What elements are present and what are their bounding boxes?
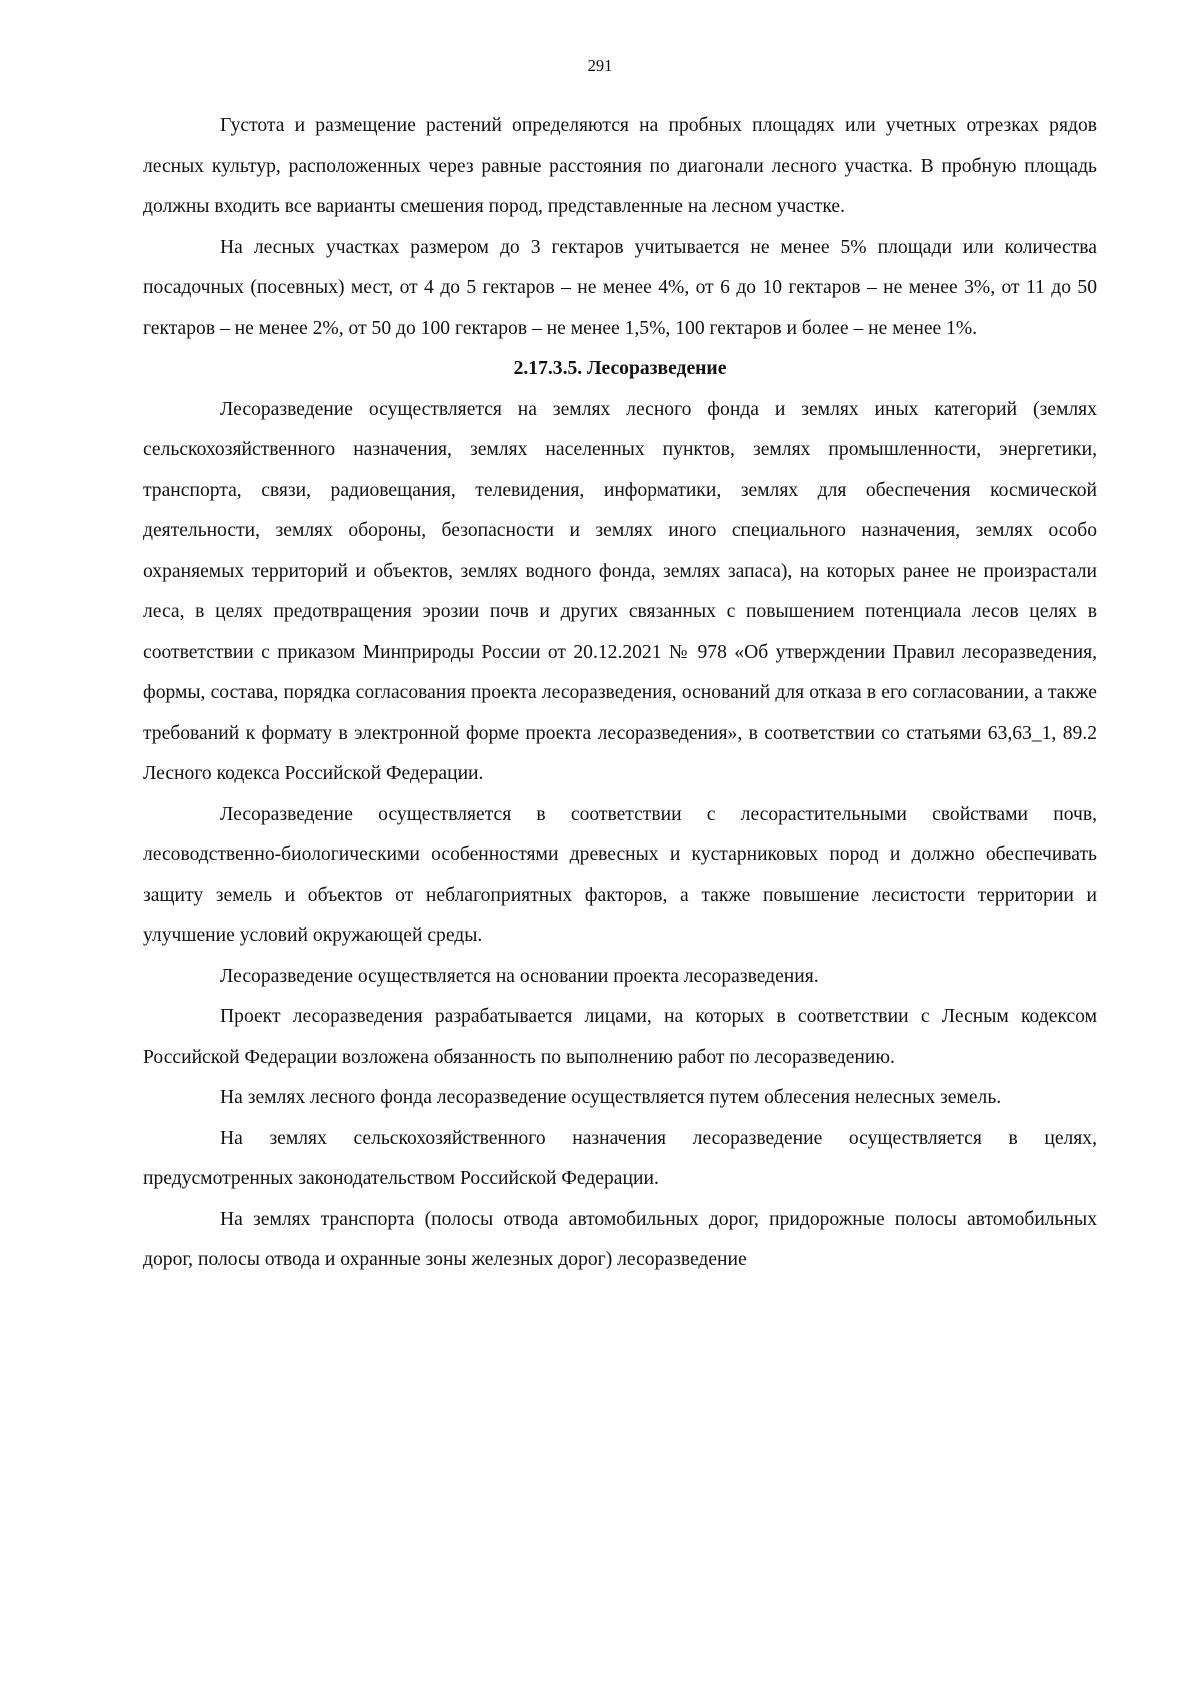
paragraph-transport-lands: На землях транспорта (полосы отвода автомобильных дорог, придорожные полосы автомобильных дорог, полосы отвода и охранные зоны железных дорог) лесоразведение <box>143 1208 1097 1270</box>
paragraph-afforestation-lands: Лесоразведение осуществляется на землях лесного фонда и землях иных категорий (землях сельскохозяйственного назначения, землях населенных пунктов, землях промышленности, энергетики, транспорта, связи, радиовещания, телевидения, информатики, землях для обеспечения космической деятельности, землях обороны, безопасности и землях иного специального назначения, землях особо охраняемых территорий и объектов, землях водного фонда, землях запаса), на которых ранее не произрастали леса, в целях предотвращения эрозии почв и других связанных с повышением потенциала лесов целях в соответствии с приказом Минприроды России от 20.12.2021 № 978 «Об утверждении Правил лесоразведения, формы, состава, порядка согласования проекта лесоразведения, оснований для отказа в его согласовании, а также требований к формату в электронной форме проекта лесоразведения», в соответствии со статьями 63,63_1, 89.2 Лесного кодекса Российской Федерации. <box>143 398 1097 784</box>
paragraph-afforestation-properties: Лесоразведение осуществляется в соответствии с лесорастительными свойствами почв, лесоводственно-биологическими особенностями древесных и кустарниковых пород и должно обеспечивать защиту земель и объектов от неблагоприятных факторов, а также повышение лесистости территории и улучшение условий окружающей среды. <box>143 803 1097 946</box>
document-body <box>143 106 1097 1281</box>
paragraph-forest-fund-lands: На землях лесного фонда лесоразведение осуществляется путем облесения нелесных земель. <box>220 1087 1002 1108</box>
paragraph-plant-density: Густота и размещение растений определяются на пробных площадях или учетных отрезках рядов лесных культур, расположенных через равные расстояния по диагонали лесного участка. В пробную площадь должны входить все варианты смешения пород, представленные на лесном участке. <box>143 115 1097 217</box>
paragraph-sample-area: На лесных участках размером до 3 гектаров учитывается не менее 5% площади или количества посадочных (посевных) мест, от 4 до 5 гектаров – не менее 4%, от 6 до 10 гектаров – не менее 3%, от 11 до 50 гектаров – не менее 2%, от 50 до 100 гектаров – не менее 1,5%, 100 гектаров и более – не менее 1%. <box>143 236 1097 339</box>
section-heading: 2.17.3.5. Лесоразведение <box>513 358 727 379</box>
paragraph-project-developer: Проект лесоразведения разрабатывается лицами, на которых в соответствии с Лесным кодексом Российской Федерации возложена обязанность по выполнению работ по лесоразведению. <box>143 1006 1097 1068</box>
paragraph-project-basis: Лесоразведение осуществляется на основании проекта лесоразведения. <box>220 965 819 987</box>
paragraph-agricultural-lands: На землях сельскохозяйственного назначения лесоразведение осуществляется в целях, предусмотренных законодательством Российской Федерации. <box>143 1127 1097 1189</box>
page-number: 291 <box>587 56 613 75</box>
